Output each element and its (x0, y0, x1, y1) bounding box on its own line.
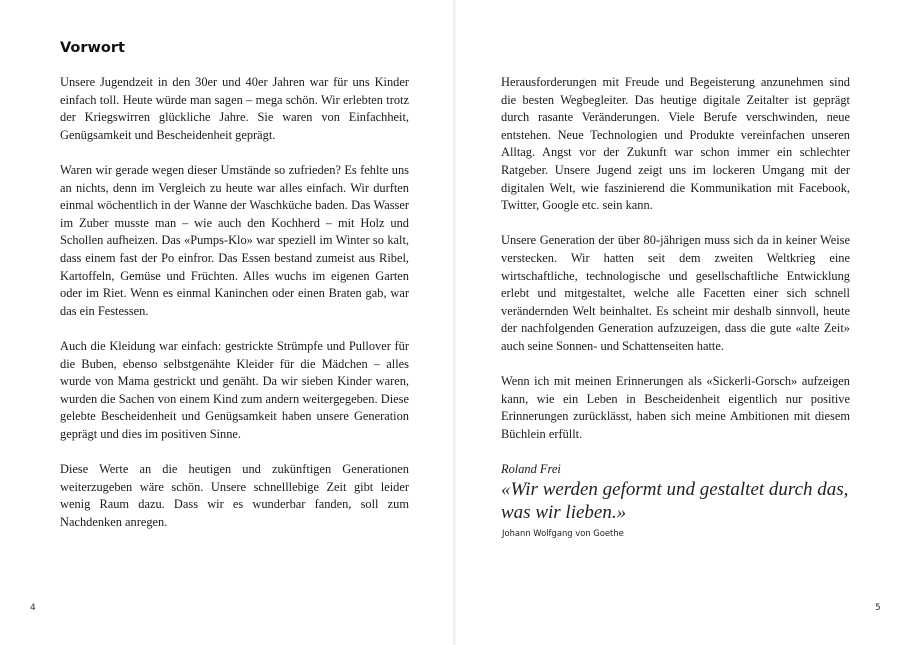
paragraph: Unsere Generation der über 80-jährigen muss sich da in keiner Weise verstecken. Wir hatten seit dem zweiten Weltkrieg eine wirtschaftliche, technologische und gesellschaftliche Entwicklung erlebt und mitgestaltet, welche alle Facetten einer sich schnell verändernden Welt beinhaltet. Es scheint mir deshalb sinnvoll, heute der nachfolgenden Generation aufzuzeigen, dass die gute «alte Zeit» auch seine Sonnen- und Schattenseiten hatte. (501, 233, 850, 353)
paragraph: Wenn ich mit meinen Erinnerungen als «Sickerli-Gorsch» aufzeigen kann, wie ein Leben in Bescheidenheit eigentlich nur positive Erinnerungen zurücklässt, haben sich meine Ambitionen mit diesem Büchlein erfüllt. (501, 374, 850, 441)
foreword-text-right (501, 74, 850, 496)
author-signature: Roland Frei (501, 462, 561, 477)
page-heading: Vorwort (60, 40, 125, 56)
quote-author: Johann Wolfgang von Goethe (502, 528, 624, 538)
paragraph: Waren wir gerade wegen dieser Umstände so zufrieden? Es fehlte uns an nichts, denn im Vergleich zu heute war alles einfach. Wir durften einmal wöchentlich in der Wanne der Waschküche baden. Das Wasser im Zuber musste man – wie auch den Kochherd – mit Holz und Schollen aufheizen. Das «Pumps-Klo» war speziell im Winter so kalt, dass einem fast der Po einfror. Das Essen bestand zumeist aus Ribel, Kartoffeln, Gemüse und Früchten. Alles wuchs im eigenen Garten oder im Riet. Wenn es einmal Kaninchen oder einen Braten gab, war das ein Festessen. (60, 162, 409, 318)
paragraph: Herausforderungen mit Freude und Begeisterung anzunehmen sind die besten Wegbegleiter. Das heutige digitale Zeitalter ist geprägt durch rasante Veränderungen. Viele Berufe verschwinden, neue entstehen. Neue Technologien und Produkte vereinfachen unseren Alltag. Angst vor der Zukunft war schon immer ein schlechter Ratgeber. Unsere Jugend zeigt uns im lockeren Umgang mit der digitalen Welt, wie faszinierend die Kommunikation mit Facebook, Twitter, Google etc. sein kann. (501, 75, 850, 213)
paragraph: Diese Werte an die heutigen und zukünftigen Generationen weiterzugeben wäre schön. Unsere schnelllebige Zeit gibt leider wenig Raum dazu. Dass wir es wunderbar fanden, soll zum Nachdenken anregen. (60, 462, 409, 529)
page-number-right: 5 (875, 603, 881, 613)
goethe-quote: «Wir werden geformt und gestaltet durch das, was wir lieben.» (501, 479, 849, 523)
page-number-left: 4 (30, 603, 36, 613)
left-page (0, 0, 454, 645)
paragraph: Auch die Kleidung war einfach: gestrickte Strümpfe und Pullover für die Buben, ebenso selbstgenähte Kleider für die Mädchen – alles wurde von Mama gestrickt und genäht. Da wir sieben Kinder waren, wurden die Sachen von einem Kind zum andern weitergegeben. Diese gelebte Bescheidenheit und Genügsamkeit haben unsere Generation geprägt und dies im positiven Sinne. (60, 338, 409, 441)
right-page (456, 0, 910, 645)
paragraph: Unsere Jugendzeit in den 30er und 40er Jahren war für uns Kinder einfach toll. Heute würde man sagen – mega schön. Wir erlebten trotz der Kriegswirren glückliche Jahre. Sie waren von Einfachheit, Genügsamkeit und Bescheidenheit geprägt. (60, 75, 409, 142)
foreword-text-left (60, 74, 409, 549)
